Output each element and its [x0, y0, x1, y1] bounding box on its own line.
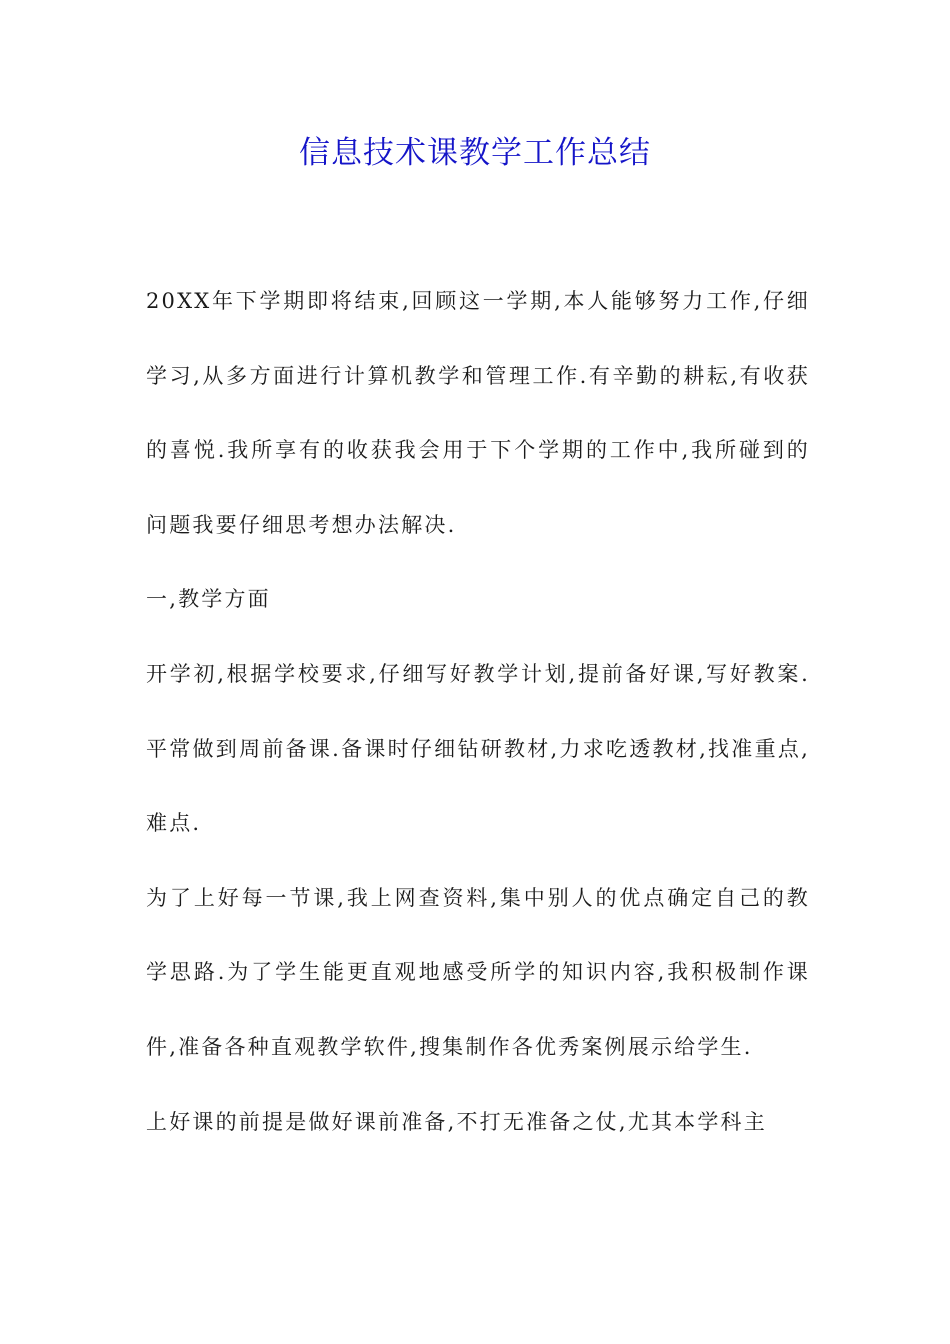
document-body — [146, 264, 810, 1159]
paragraph-lesson-preparation: 为了上好每一节课,我上网查资料,集中别人的优点确定自己的教学思路.为了学生能更直观地感受所学的知识内容,我积极制作课件,准备各种直观教学软件,搜集制作各优秀案例展示给学生. — [146, 885, 810, 1059]
paragraph-intro: 20XX年下学期即将结束,回顾这一学期,本人能够努力工作,仔细学习,从多方面进行计算机教学和管理工作.有辛勤的耕耘,有收获的喜悦.我所享有的收获我会用于下个学期的工作中,我所碰到的问题我要仔细思考想办法解决. — [146, 289, 810, 537]
document-title: 信息技术课教学工作总结 — [299, 135, 651, 171]
section-heading-teaching: 一,教学方面 — [146, 587, 271, 612]
paragraph-class-readiness: 上好课的前提是做好课前准备,不打无准备之仗,尤其本学科主 — [146, 1109, 767, 1134]
paragraph-lesson-planning: 开学初,根据学校要求,仔细写好教学计划,提前备好课,写好教案.平常做到周前备课.备课时仔细钻研教材,力求吃透教材,找准重点,难点. — [146, 661, 810, 836]
